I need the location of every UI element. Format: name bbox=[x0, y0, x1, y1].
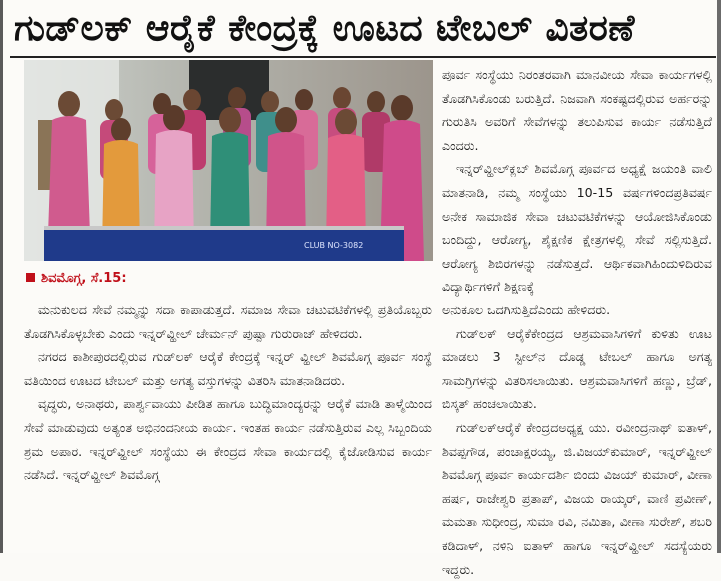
left-column bbox=[24, 298, 432, 487]
lower-paragraph-3: ಗುಡ್‌ಲಕ್‌ಆರೈಕೆ ಕೇಂದ್ರದಅಧ್ಯಕ್ಷ ಯು. ರವೀಂದ್ರನಾಥ್ ಐತಾಳ್, ಶಿವಪ್ಪಗೌಡ, ಪಂಚಾಕ್ಷರಯ್ಯ, ಜಿ.ವಿಜಯ್‌ಕುಮಾರ್, ಇನ್ನರ್‌ವ್ಹೀಲ್ ಶಿವಮೊಗ್ಗ ಪೂರ್ವ ಕಾರ್ಯದರ್ಶಿ ಬಿಂದು ವಿಜಯ್ ಕುಮಾರ್, ವೀಣಾ ಹರ್ಷ, ರಾಜೇಶ್ವರಿ ಪ್ರತಾಪ್, ವಿಜಯ ರಾಯ್ಕರ್, ವಾಣಿ ಪ್ರವೀಣ್, ಮಮತಾ ಸುಧೀಂದ್ರ, ಸುಮಾ ರವಿ, ನಮಿತಾ, ವೀಣಾ ಸುರೇಶ್, ಶಬರಿ ಕಡಿದಾಳ್, ನಳಿನಿ ಐತಾಳ್ ಹಾಗೂ ಇನ್ನರ್‌ವ್ಹೀಲ್ ಸದಸ್ಯೆಯರು ಇದ್ದರು. bbox=[442, 419, 712, 577]
headline-divider bbox=[10, 56, 716, 58]
right-lower-column bbox=[442, 298, 712, 581]
right-paragraph-1: ಪೂರ್ವ ಸಂಸ್ಥೆಯು ನಿರಂತರವಾಗಿ ಮಾನವೀಯ ಸೇವಾ ಕಾರ್ಯಗಳಲ್ಲಿ ತೊಡಗಿಸಿಕೊಂಡು ಬರುತ್ತಿದೆ. ನಿಜವಾಗಿ ಸಂಕಷ್ಟದಲ್ಲಿರುವ ಅರ್ಹರನ್ನು ಗುರುತಿಸಿ ಅವರಿಗೆ ಸೇವೆಗಳನ್ನು ತಲುಪಿಸುವ ಕಾರ್ಯ ನಡೆಸುತ್ತಿದೆ ಎಂದರು. bbox=[442, 67, 712, 153]
right-paragraph-2: ಇನ್ನರ್‌ವ್ಹೀಲ್‌ಕ್ಲಬ್ ಶಿವಮೊಗ್ಗ ಪೂರ್ವದ ಅಧ್ಯಕ್ಷೆ ಜಯಂತಿ ವಾಲಿ ಮಾತನಾಡಿ, ನಮ್ಮ ಸಂಸ್ಥೆಯು 10-15 ವರ್ಷಗಳಿಂದಪ್ರತಿವರ್ಷ ಅನೇಕ ಸಾಮಾಜಿಕ ಸೇವಾ ಚಟುವಟಿಕೆಗಳನ್ನು ಆಯೋಜಿಸಿಕೊಂಡು ಬಂದಿದ್ದು, ಆರೋಗ್ಯ, ಶೈಕ್ಷಣಿಕ ಕ್ಷೇತ್ರಗಳಲ್ಲಿ ಸೇವೆ ಸಲ್ಲಿಸುತ್ತಿದೆ. ಆರೋಗ್ಯ ಶಿಬಿರಗಳನ್ನು ನಡೆಸುತ್ತದೆ. ಆರ್ಥಿಕವಾಗಿಹಿಂದುಳಿದಿರುವ ವಿದ್ಯಾರ್ಥಿಗಳಿಗೆ ಶಿಕ್ಷಣಕ್ಕೆ bbox=[442, 161, 712, 295]
lower-paragraph-1: ಅನುಕೂಲ ಒದಗಿಸುತ್ತಿದೆಎಂದು ಹೇಳಿದರು. bbox=[442, 302, 611, 317]
lower-paragraph-2: ಗುಡ್‌ಲಕ್ ಆರೈಕೆಕೇಂದ್ರದ ಆಶ್ರಮವಾಸಿಗಳಿಗೆ ಕುಳಿತು ಊಟ ಮಾಡಲು 3 ಸ್ಟೀಲ್‌ನ ದೊಡ್ಡ ಟೇಬಲ್ ಹಾಗೂ ಅಗತ್ಯ ಸಾಮಗ್ರಿಗಳನ್ನು ವಿತರಿಸಲಾಯಿತು. ಆಶ್ರಮವಾಸಿಗಳಿಗೆ ಹಣ್ಣು, ಬ್ರೆಡ್, ಬಿಸ್ಕತ್ ಹಂಚಲಾಯಿತು. bbox=[442, 325, 712, 412]
left-paragraph-1: ಮನುಕುಲದ ಸೇವೆ ನಮ್ಮನ್ನು ಸದಾ ಕಾಪಾಡುತ್ತದೆ. ಸಮಾಜ ಸೇವಾ ಚಟುವಟಿಕೆಗಳಲ್ಲಿ ಪ್ರತಿಯೊಬ್ಬರು ತೊಡಗಿಸಿಕೊಳ್ಳಬೇಕು ಎಂದು ಇನ್ನರ್‌ವ್ಹೀಲ್ ಚೇರ್ಮನ್ ಪುಷ್ಪಾ ಗುರುರಾಜ್ ಹೇಳಿದರು. bbox=[24, 302, 432, 341]
dateline-bullet-icon bbox=[26, 273, 35, 282]
group-photo bbox=[24, 60, 433, 261]
dateline-text: ಶಿವಮೊಗ್ಗ, ಸೆ.15: bbox=[41, 271, 127, 286]
left-paragraph-3: ವೃದ್ಧರು, ಅನಾಥರು, ಪಾರ್ಶ್ವವಾಯು ಪೀಡಿತ ಹಾಗೂ ಬುದ್ಧಿಮಾಂದ್ಯರನ್ನು ಆರೈಕೆ ಮಾಡಿ ತಾಳ್ಮೆಯಿಂದ ಸೇವೆ ಮಾಡುವುದು ಅತ್ಯಂತ ಅಭಿನಂದನೀಯ ಕಾರ್ಯ. ಇಂತಹ ಕಾರ್ಯ ನಡೆಸುತ್ತಿರುವ ಎಲ್ಲ ಸಿಬ್ಬಂದಿಯ ಶ್ರಮ ಅಪಾರ. ಇನ್ನರ್‌ವ್ಹೀಲ್ ಸಂಸ್ಥೆಯು ಈ ಕೇಂದ್ರದ ಸೇವಾ ಕಾರ್ಯದಲ್ಲಿ ಕೈಜೋಡಿಸುವ ಕಾರ್ಯ ನಡೆಸಿದೆ. ಇನ್ನರ್‌ವ್ಹೀಲ್ ಶಿವಮೊಗ್ಗ bbox=[24, 396, 432, 483]
dateline bbox=[26, 268, 127, 290]
article-headline: ಗುಡ್‌ಲಕ್ ಆರೈಕೆ ಕೇಂದ್ರಕ್ಕೆ ಊಟದ ಟೇಬಲ್ ವಿತರಣೆ bbox=[14, 8, 635, 49]
group-photo-illustration bbox=[24, 60, 433, 261]
scan-left-edge bbox=[0, 0, 3, 553]
left-paragraph-2: ನಗರದ ಕಾಶೀಪುರದಲ್ಲಿರುವ ಗುಡ್‌ಲಕ್ ಆರೈಕೆ ಕೇಂದ್ರಕ್ಕೆ ಇನ್ನರ್ ವ್ಹೀಲ್ ಶಿವಮೊಗ್ಗ ಪೂರ್ವ ಸಂಸ್ಥೆ ವತಿಯಿಂದ ಊಟದ ಟೇಬಲ್ ಮತ್ತು ಅಗತ್ಯ ವಸ್ತುಗಳನ್ನು ವಿತರಿಸಿ ಮಾತನಾಡಿದರು. bbox=[24, 349, 432, 388]
right-column bbox=[442, 63, 712, 299]
scan-right-edge bbox=[717, 0, 721, 553]
table-banner-text: CLUB NO-3082 bbox=[304, 241, 364, 250]
